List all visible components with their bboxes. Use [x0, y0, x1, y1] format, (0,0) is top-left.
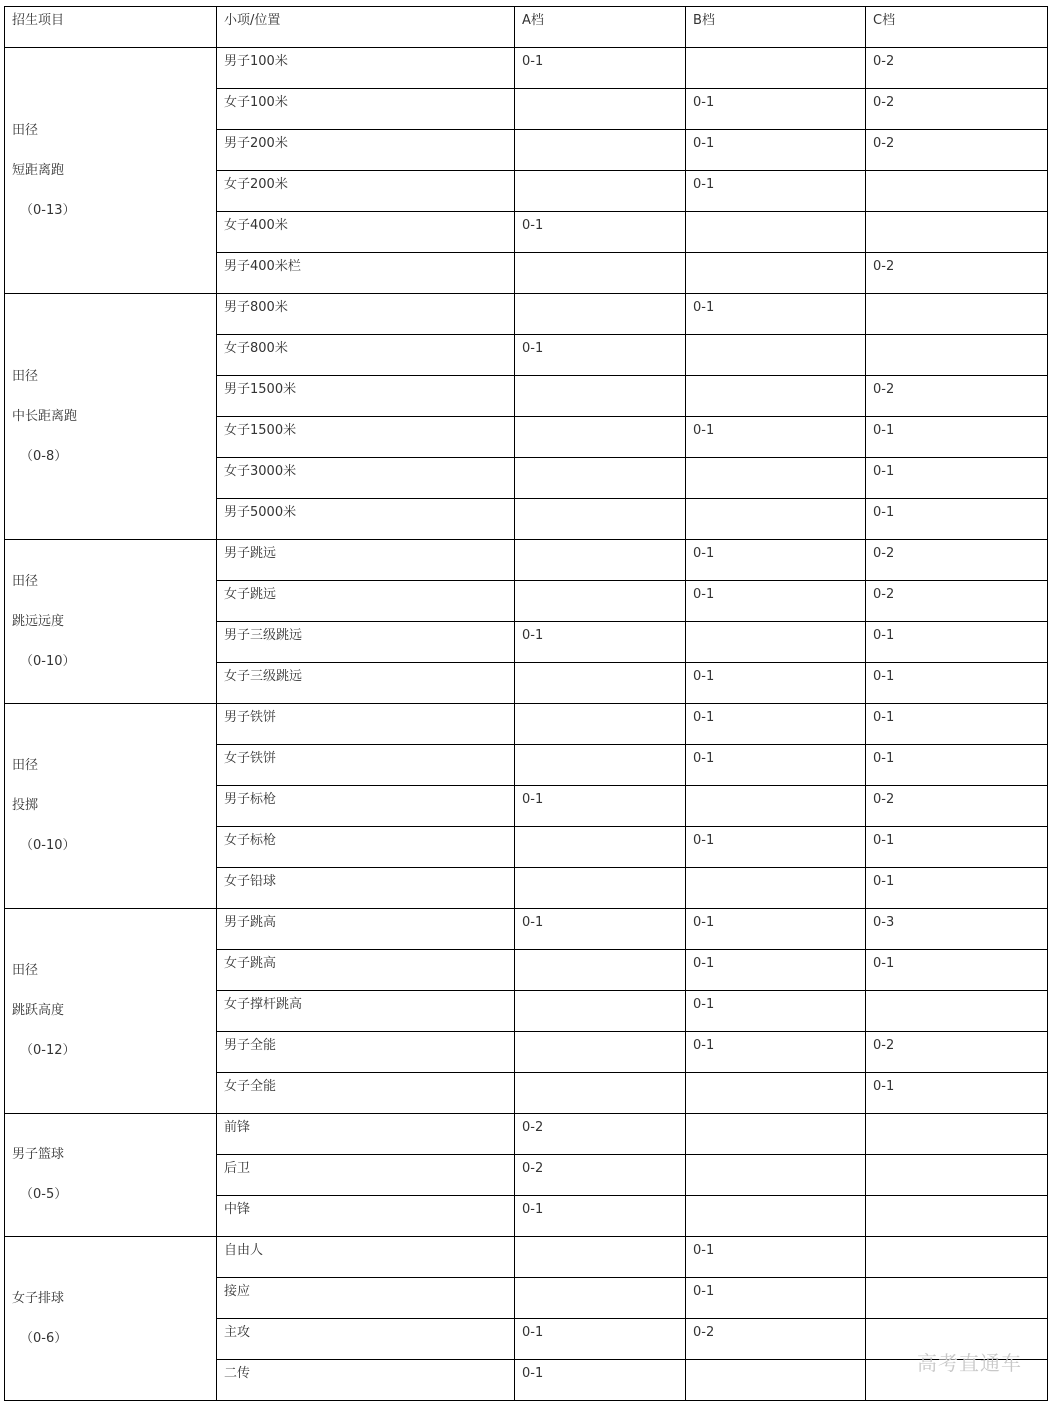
grade-c-cell: 0-2	[866, 581, 1048, 622]
group-cell	[5, 1237, 217, 1401]
grade-a-cell	[515, 1237, 686, 1278]
grade-a-cell: 0-1	[515, 1319, 686, 1360]
group-range: （0-5）	[20, 1187, 68, 1202]
grade-c-cell	[866, 335, 1048, 376]
grade-c-cell: 0-2	[866, 1032, 1048, 1073]
group-cell	[5, 294, 217, 540]
group-range: （0-10）	[20, 653, 76, 669]
grade-b-cell	[686, 212, 866, 253]
group-name-line: 田径	[12, 963, 39, 978]
group-cell	[5, 704, 217, 909]
grade-c-cell: 0-2	[866, 540, 1048, 581]
grade-a-cell	[515, 540, 686, 581]
group-range: （0-12）	[20, 1043, 76, 1058]
group-name-line: 田径	[12, 122, 39, 138]
grade-c-cell: 0-1	[866, 1073, 1048, 1114]
event-cell: 后卫	[217, 1155, 515, 1196]
grade-a-cell: 0-1	[515, 335, 686, 376]
grade-c-cell	[866, 991, 1048, 1032]
group-cell	[5, 540, 217, 704]
grade-a-cell	[515, 1073, 686, 1114]
event-cell: 女子1500米	[217, 417, 515, 458]
table-row	[5, 294, 1048, 335]
table-row	[5, 1114, 1048, 1155]
grade-b-cell	[686, 622, 866, 663]
grade-a-cell	[515, 499, 686, 540]
grade-b-cell	[686, 376, 866, 417]
grade-b-cell: 0-1	[686, 704, 866, 745]
group-cell	[5, 1114, 217, 1237]
group-range: （0-8）	[20, 448, 68, 464]
event-cell: 女子标枪	[217, 827, 515, 868]
group-name-line: 投掷	[12, 798, 39, 813]
event-cell: 女子跳高	[217, 950, 515, 991]
grade-b-cell	[686, 1196, 866, 1237]
recruitment-table	[4, 6, 1048, 1401]
header-grade-c: C档	[866, 7, 1048, 48]
header-grade-a: A档	[515, 7, 686, 48]
event-cell: 女子200米	[217, 171, 515, 212]
header-grade-b: B档	[686, 7, 866, 48]
grade-a-cell	[515, 417, 686, 458]
event-cell: 女子800米	[217, 335, 515, 376]
grade-a-cell	[515, 704, 686, 745]
grade-b-cell: 0-1	[686, 417, 866, 458]
grade-b-cell	[686, 786, 866, 827]
grade-a-cell	[515, 950, 686, 991]
grade-c-cell: 0-1	[866, 499, 1048, 540]
grade-b-cell: 0-1	[686, 1278, 866, 1319]
group-range: （0-6）	[20, 1330, 68, 1346]
event-cell: 男子三级跳远	[217, 622, 515, 663]
grade-c-cell: 0-2	[866, 130, 1048, 171]
grade-b-cell: 0-1	[686, 745, 866, 786]
grade-c-cell: 0-2	[866, 253, 1048, 294]
grade-b-cell: 0-1	[686, 130, 866, 171]
grade-a-cell	[515, 827, 686, 868]
group-name-line: 女子排球	[12, 1290, 65, 1306]
grade-b-cell	[686, 499, 866, 540]
grade-b-cell: 0-1	[686, 950, 866, 991]
grade-a-cell: 0-2	[515, 1114, 686, 1155]
group-cell	[5, 909, 217, 1114]
grade-a-cell: 0-1	[515, 48, 686, 89]
header-event: 小项/位置	[217, 7, 515, 48]
event-cell: 女子跳远	[217, 581, 515, 622]
event-cell: 女子三级跳远	[217, 663, 515, 704]
grade-b-cell: 0-1	[686, 171, 866, 212]
grade-b-cell	[686, 1155, 866, 1196]
event-cell: 男子铁饼	[217, 704, 515, 745]
grade-a-cell: 0-1	[515, 1360, 686, 1401]
grade-c-cell: 0-1	[866, 704, 1048, 745]
group-name-line: 短距离跑	[12, 162, 65, 178]
group-name-line: 田径	[12, 758, 39, 773]
grade-a-cell: 0-1	[515, 909, 686, 950]
group-range: （0-10）	[20, 838, 76, 853]
event-cell: 接应	[217, 1278, 515, 1319]
grade-c-cell: 0-1	[866, 458, 1048, 499]
event-cell: 男子800米	[217, 294, 515, 335]
grade-c-cell: 0-1	[866, 745, 1048, 786]
event-cell: 中锋	[217, 1196, 515, 1237]
grade-c-cell	[866, 1196, 1048, 1237]
grade-a-cell	[515, 991, 686, 1032]
event-cell: 女子铅球	[217, 868, 515, 909]
grade-c-cell: 0-2	[866, 89, 1048, 130]
event-cell: 男子跳远	[217, 540, 515, 581]
grade-c-cell: 0-1	[866, 622, 1048, 663]
event-cell: 女子100米	[217, 89, 515, 130]
grade-a-cell: 0-2	[515, 1155, 686, 1196]
grade-c-cell: 0-2	[866, 48, 1048, 89]
watermark: 高考直通车	[917, 1351, 1022, 1375]
event-cell: 女子铁饼	[217, 745, 515, 786]
grade-c-cell	[866, 1155, 1048, 1196]
grade-c-cell: 0-2	[866, 786, 1048, 827]
grade-c-cell: 0-3	[866, 909, 1048, 950]
table-body	[5, 7, 1048, 1401]
event-cell: 前锋	[217, 1114, 515, 1155]
table-row	[5, 909, 1048, 950]
group-name-line: 中长距离跑	[12, 408, 78, 424]
grade-b-cell	[686, 1073, 866, 1114]
header-project: 招生项目	[5, 7, 217, 48]
grade-b-cell: 0-1	[686, 1032, 866, 1073]
grade-b-cell: 0-1	[686, 663, 866, 704]
grade-c-cell: 0-1	[866, 417, 1048, 458]
header-row	[5, 7, 1048, 48]
event-cell: 主攻	[217, 1319, 515, 1360]
grade-b-cell	[686, 335, 866, 376]
grade-a-cell	[515, 458, 686, 499]
event-cell: 女子3000米	[217, 458, 515, 499]
grade-c-cell: 0-1	[866, 663, 1048, 704]
event-cell: 男子1500米	[217, 376, 515, 417]
event-cell: 男子全能	[217, 1032, 515, 1073]
grade-a-cell: 0-1	[515, 786, 686, 827]
event-cell: 女子全能	[217, 1073, 515, 1114]
grade-a-cell	[515, 1032, 686, 1073]
grade-a-cell	[515, 581, 686, 622]
grade-b-cell: 0-1	[686, 991, 866, 1032]
grade-b-cell: 0-1	[686, 540, 866, 581]
grade-c-cell: 0-1	[866, 868, 1048, 909]
event-cell: 男子跳高	[217, 909, 515, 950]
grade-c-cell: 0-2	[866, 376, 1048, 417]
event-cell: 二传	[217, 1360, 515, 1401]
grade-c-cell	[866, 294, 1048, 335]
grade-b-cell: 0-1	[686, 581, 866, 622]
grade-a-cell	[515, 130, 686, 171]
grade-b-cell: 0-2	[686, 1319, 866, 1360]
grade-b-cell: 0-1	[686, 909, 866, 950]
grade-a-cell	[515, 253, 686, 294]
table-row	[5, 540, 1048, 581]
table-row	[5, 48, 1048, 89]
event-cell: 女子400米	[217, 212, 515, 253]
grade-b-cell	[686, 253, 866, 294]
grade-a-cell: 0-1	[515, 622, 686, 663]
grade-a-cell	[515, 294, 686, 335]
grade-a-cell	[515, 89, 686, 130]
grade-b-cell	[686, 1360, 866, 1401]
grade-b-cell: 0-1	[686, 89, 866, 130]
event-cell: 自由人	[217, 1237, 515, 1278]
grade-c-cell	[866, 212, 1048, 253]
group-name-line: 田径	[12, 368, 39, 384]
table-row	[5, 704, 1048, 745]
grade-b-cell: 0-1	[686, 294, 866, 335]
group-range: （0-13）	[20, 202, 76, 218]
grade-c-cell: 0-1	[866, 827, 1048, 868]
table-row	[5, 1237, 1048, 1278]
grade-c-cell	[866, 1237, 1048, 1278]
grade-a-cell	[515, 745, 686, 786]
group-name-line: 男子篮球	[12, 1147, 65, 1162]
grade-c-cell	[866, 1114, 1048, 1155]
grade-c-cell	[866, 1278, 1048, 1319]
group-name-line: 跳跃高度	[12, 1003, 65, 1018]
grade-a-cell	[515, 868, 686, 909]
grade-b-cell	[686, 48, 866, 89]
grade-b-cell: 0-1	[686, 1237, 866, 1278]
grade-a-cell: 0-1	[515, 1196, 686, 1237]
event-cell: 男子标枪	[217, 786, 515, 827]
event-cell: 女子撑杆跳高	[217, 991, 515, 1032]
grade-a-cell	[515, 171, 686, 212]
event-cell: 男子400米栏	[217, 253, 515, 294]
grade-c-cell: 0-1	[866, 950, 1048, 991]
grade-b-cell	[686, 458, 866, 499]
grade-b-cell	[686, 1114, 866, 1155]
grade-a-cell: 0-1	[515, 212, 686, 253]
event-cell: 男子200米	[217, 130, 515, 171]
grade-b-cell	[686, 868, 866, 909]
grade-c-cell	[866, 171, 1048, 212]
grade-a-cell	[515, 1278, 686, 1319]
grade-a-cell	[515, 663, 686, 704]
group-name-line: 田径	[12, 573, 39, 589]
event-cell: 男子5000米	[217, 499, 515, 540]
grade-a-cell	[515, 376, 686, 417]
group-cell	[5, 48, 217, 294]
grade-b-cell: 0-1	[686, 827, 866, 868]
group-name-line: 跳远远度	[12, 613, 65, 629]
event-cell: 男子100米	[217, 48, 515, 89]
